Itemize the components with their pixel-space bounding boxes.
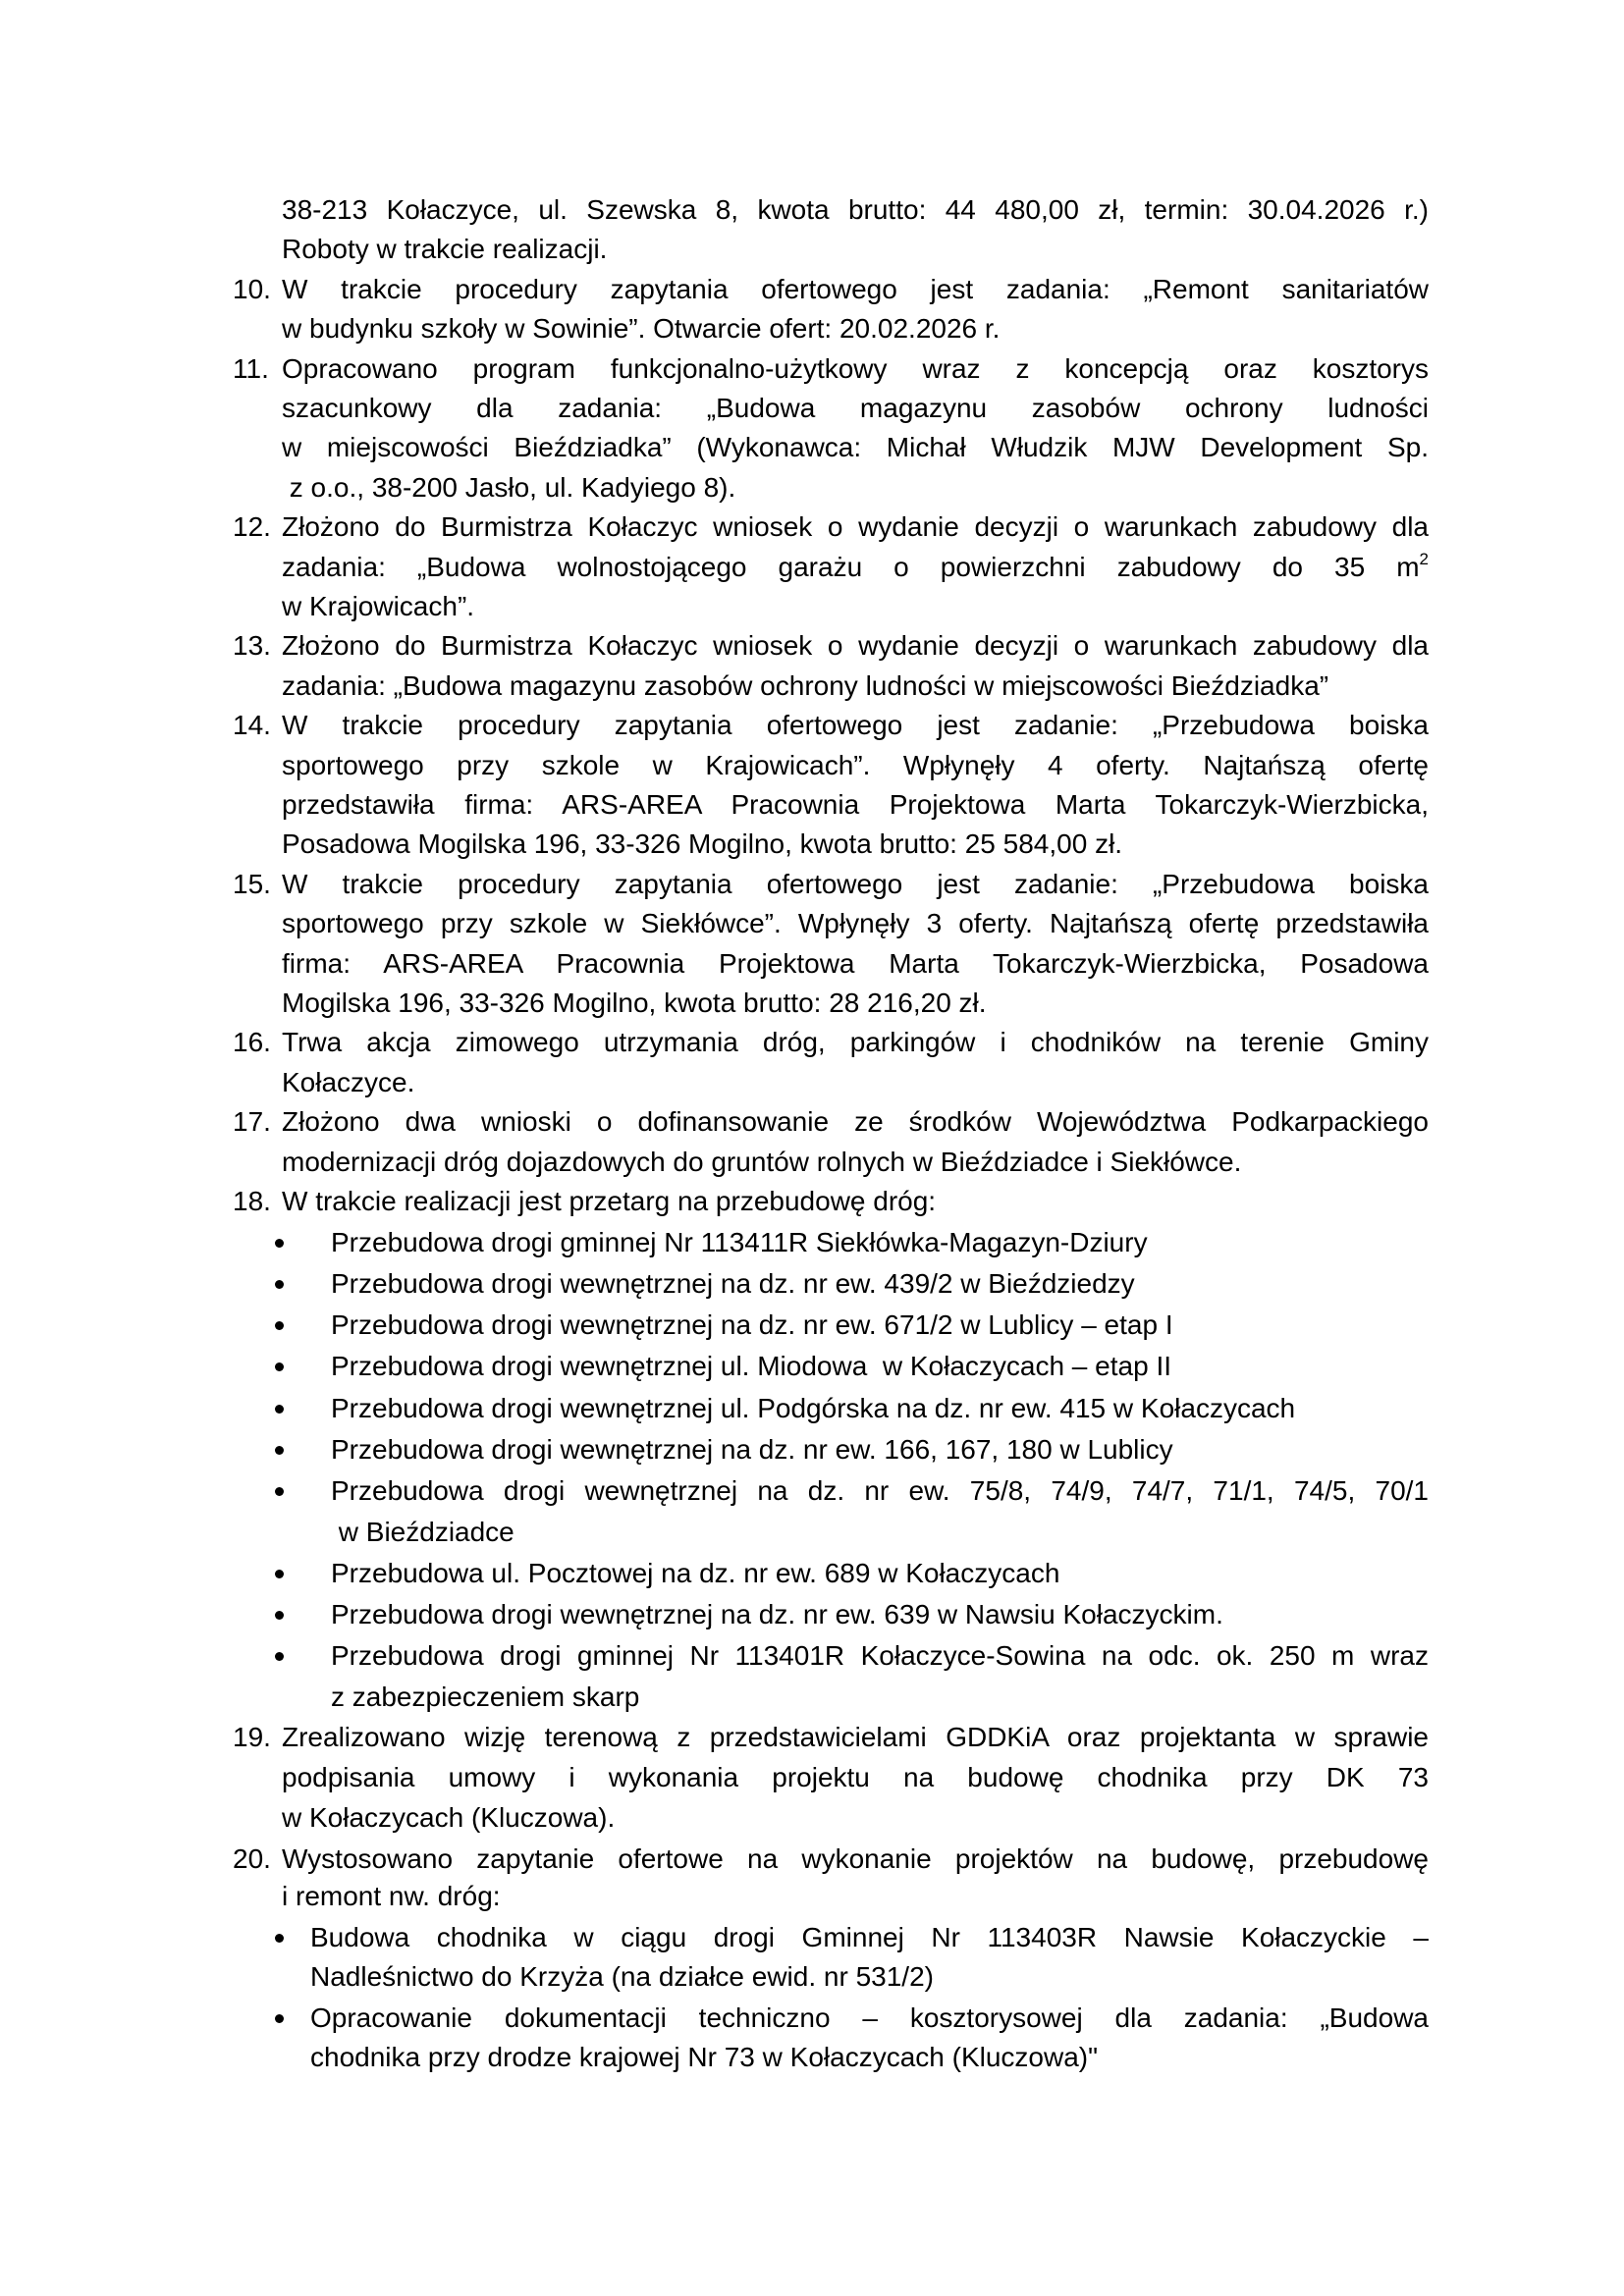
- paragraph-line: przedstawiła firma: ARS-AREA Pracownia Projektowa Marta Tokarczyk-Wierzbicka,: [282, 789, 1429, 820]
- list-number: 13.: [233, 630, 271, 661]
- line-text: zadania: „Budowa wolnostojącego garażu o powierzchni zabudowy do 35 m: [282, 552, 1420, 582]
- paragraph-line: w Kołaczycach (Kluczowa).: [282, 1802, 616, 1833]
- list-number: 17.: [233, 1106, 271, 1137]
- bullet-line: Budowa chodnika w ciągu drogi Gminnej Nr 113403R Nawsie Kołaczyckie –: [310, 1922, 1429, 1952]
- bullet-icon: [275, 1280, 284, 1289]
- list-number: 15.: [233, 869, 271, 899]
- paragraph-line: Opracowano program funkcjonalno-użytkowy wraz z koncepcją oraz kosztorys: [282, 353, 1429, 384]
- paragraph-line: Roboty w trakcie realizacji.: [282, 234, 608, 264]
- paragraph-line: w budynku szkoły w Sowinie”. Otwarcie ofert: 20.02.2026 r.: [282, 313, 1001, 344]
- paragraph-line: podpisania umowy i wykonania projektu na budowę chodnika przy DK 73: [282, 1762, 1429, 1792]
- bullet-icon: [275, 1446, 284, 1455]
- bullet-icon: [275, 1405, 284, 1414]
- bullet-line: Przebudowa ul. Pocztowej na dz. nr ew. 689 w Kołaczycach: [331, 1558, 1060, 1588]
- paragraph-line: firma: ARS-AREA Pracownia Projektowa Marta Tokarczyk-Wierzbicka, Posadowa: [282, 948, 1429, 979]
- bullet-icon: [275, 1362, 284, 1371]
- paragraph-line: z o.o., 38-200 Jasło, ul. Kadyiego 8).: [282, 472, 736, 503]
- bullet-line: Przebudowa drogi wewnętrznej na dz. nr ew. 639 w Nawsiu Kołaczyckim.: [331, 1599, 1223, 1629]
- list-number: 20.: [233, 1843, 271, 1874]
- paragraph-line: modernizacji dróg dojazdowych do gruntów rolnych w Bieździadce i Siekłówce.: [282, 1147, 1242, 1177]
- paragraph-line: zadania: „Budowa magazynu zasobów ochrony ludności w miejscowości Bieździadka”: [282, 670, 1329, 701]
- paragraph-line: Złożono dwa wnioski o dofinansowanie ze środków Województwa Podkarpackiego: [282, 1106, 1429, 1137]
- bullet-line: Przebudowa drogi wewnętrznej ul. Miodowa w Kołaczycach – etap II: [331, 1351, 1171, 1381]
- bullet-icon: [275, 1570, 284, 1578]
- bullet-line: Opracowanie dokumentacji techniczno – kosztorysowej dla zadania: „Budowa: [310, 2002, 1429, 2033]
- list-number: 10.: [233, 274, 271, 304]
- paragraph-line: Mogilska 196, 33-326 Mogilno, kwota brutto: 28 216,20 zł.: [282, 988, 987, 1018]
- bullet-line: Przebudowa drogi wewnętrznej na dz. nr ew. 75/8, 74/9, 74/7, 71/1, 74/5, 70/1: [331, 1475, 1429, 1506]
- bullet-icon: [275, 1611, 284, 1620]
- paragraph-line: Zrealizowano wizję terenową z przedstawicielami GDDKiA oraz projektanta w sprawie: [282, 1722, 1429, 1752]
- list-number: 19.: [233, 1722, 271, 1752]
- paragraph-line: sportowego przy szkole w Krajowicach”. Wpłynęły 4 oferty. Najtańszą ofertę: [282, 750, 1429, 780]
- paragraph-line: W trakcie procedury zapytania ofertowego jest zadania: „Remont sanitariatów: [282, 274, 1429, 304]
- superscript-2: 2: [1419, 549, 1429, 568]
- paragraph-line: Złożono do Burmistrza Kołaczyc wniosek o wydanie decyzji o warunkach zabudowy dla: [282, 511, 1429, 542]
- paragraph-line: i remont nw. dróg:: [282, 1881, 501, 1911]
- bullet-line: Przebudowa drogi wewnętrznej na dz. nr ew. 439/2 w Bieździedzy: [331, 1268, 1135, 1299]
- paragraph-line: 38-213 Kołaczyce, ul. Szewska 8, kwota brutto: 44 480,00 zł, termin: 30.04.2026 r.): [282, 194, 1429, 225]
- bullet-line: Przebudowa drogi wewnętrznej na dz. nr ew. 671/2 w Lublicy – etap I: [331, 1309, 1173, 1340]
- bullet-line: w Bieździadce: [331, 1517, 514, 1547]
- paragraph-line: [282, 548, 1429, 587]
- list-number: 16.: [233, 1027, 271, 1057]
- bullet-line: Przebudowa drogi gminnej Nr 113401R Kołaczyce-Sowina na odc. ok. 250 m wraz: [331, 1640, 1429, 1671]
- bullet-line: Przebudowa drogi wewnętrznej na dz. nr ew. 166, 167, 180 w Lublicy: [331, 1434, 1173, 1465]
- paragraph-line: Posadowa Mogilska 196, 33-326 Mogilno, kwota brutto: 25 584,00 zł.: [282, 828, 1123, 859]
- bullet-line: z zabezpieczeniem skarp: [331, 1682, 640, 1712]
- bullet-icon: [275, 2014, 284, 2023]
- paragraph-line: Trwa akcja zimowego utrzymania dróg, parkingów i chodników na terenie Gminy: [282, 1027, 1429, 1057]
- bullet-line: chodnika przy drodze krajowej Nr 73 w Kołaczycach (Kluczowa)": [310, 2042, 1099, 2072]
- bullet-line: Przebudowa drogi wewnętrznej ul. Podgórska na dz. nr ew. 415 w Kołaczycach: [331, 1393, 1296, 1423]
- list-number: 12.: [233, 511, 271, 542]
- paragraph-line: w miejscowości Bieździadka” (Wykonawca: Michał Włudzik MJW Development Sp.: [282, 432, 1429, 462]
- paragraph-line: W trakcie procedury zapytania ofertowego jest zadanie: „Przebudowa boiska: [282, 869, 1429, 899]
- paragraph-line: szacunkowy dla zadania: „Budowa magazynu zasobów ochrony ludności: [282, 393, 1429, 423]
- bullet-icon: [275, 1321, 284, 1330]
- paragraph-line: W trakcie procedury zapytania ofertowego jest zadanie: „Przebudowa boiska: [282, 710, 1429, 740]
- paragraph-line: Kołaczyce.: [282, 1067, 415, 1097]
- paragraph-line: sportowego przy szkole w Siekłówce”. Wpłynęły 3 oferty. Najtańszą ofertę przedstawiła: [282, 908, 1429, 938]
- bullet-icon: [275, 1934, 284, 1943]
- paragraph-line: w Krajowicach”.: [282, 591, 475, 621]
- list-number: 14.: [233, 710, 271, 740]
- bullet-line: Przebudowa drogi gminnej Nr 113411R Siekłówka-Magazyn-Dziury: [331, 1227, 1148, 1257]
- paragraph-line: Wystosowano zapytanie ofertowe na wykonanie projektów na budowę, przebudowę: [282, 1843, 1429, 1874]
- bullet-icon: [275, 1239, 284, 1248]
- paragraph-line: W trakcie realizacji jest przetarg na przebudowę dróg:: [282, 1186, 937, 1216]
- bullet-line: Nadleśnictwo do Krzyża (na działce ewid. nr 531/2): [310, 1961, 934, 1992]
- bullet-icon: [275, 1652, 284, 1661]
- list-number: 18.: [233, 1186, 271, 1216]
- bullet-icon: [275, 1487, 284, 1496]
- list-number: 11.: [233, 353, 269, 384]
- paragraph-line: Złożono do Burmistrza Kołaczyc wniosek o wydanie decyzji o warunkach zabudowy dla: [282, 630, 1429, 661]
